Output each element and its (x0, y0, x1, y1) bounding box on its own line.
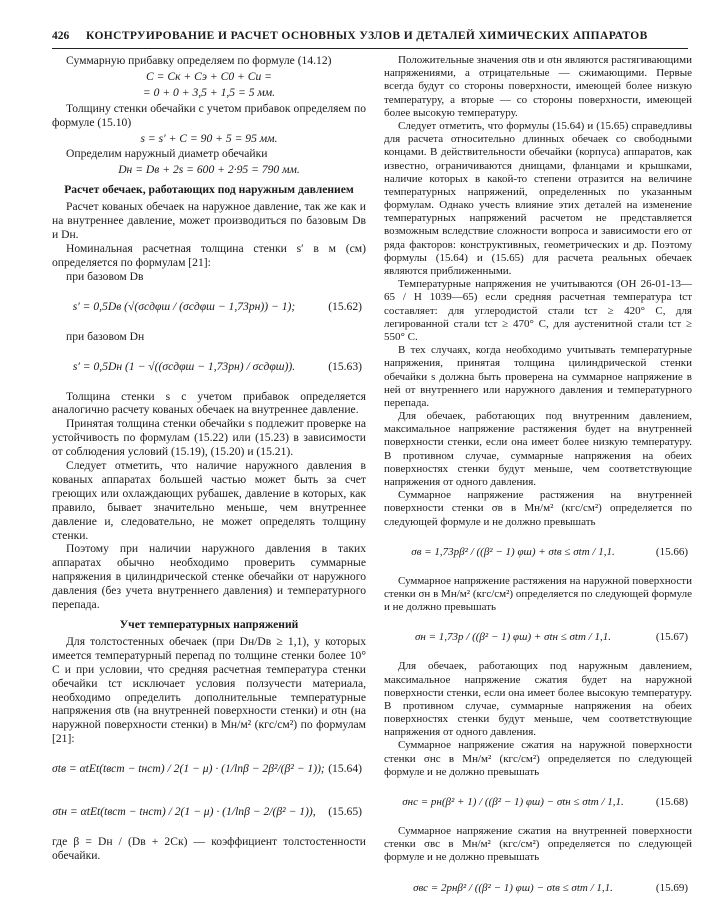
equation: C = Cк + Cэ + C0 + Cи = (146, 69, 272, 83)
paragraph: Расчет кованых обечаек на наружное давление, так же как и на внутреннее давление, может производиться по базовым Dв и Dн. (52, 200, 366, 241)
paragraph: Следует отметить, что формулы (15.64) и (15.65) справедливы для расчета относительно длинных обечаек со свободными концами. В действительности обечайки (корпуса) аппаратов, как известно, ограничиваются днищами, фланцами и крышками, наличие которых в какой-то степени отразится на величине температурных напряжений, определенных по указанным формулам. Однако учесть влияние этих деталей на изменение температурных напряжений расчетом не представляется возможным вследствие сложности вопроса и зависимости его от ряда факторов: конструктивных, геометрических и др. Поэтому формулы (15.64) и (15.65) для расчета реальных обечаек являются приближенными. (384, 119, 692, 277)
paragraph: Для толстостенных обечаек (при Dн/Dв ≥ 1,1), у которых имеется температурный перепад по толщине стенки более 10° C и при условии, что средняя расчетная температура стенки обечайки tст исключает условия ползучести материала, необходимо определить дополнительные температурные напряжения σtв (на внутренней поверхности стенки) и σtн (на наружной поверхности стенки) в Мн/м² (кгс/см²) по формулам [21]: (52, 634, 366, 746)
equation-body: s′ = 0,5Dв (√(σсдφш / (σсдφш − 1,73pн)) − 1); (72, 299, 296, 313)
numbered-equation (384, 868, 692, 908)
left-column (52, 54, 366, 863)
paragraph: Определим наружный диаметр обечайки (66, 147, 268, 161)
running-header (52, 30, 688, 49)
equation-number: (15.69) (655, 881, 688, 894)
equation-body: σвс = 2pнβ² / ((β² − 1) φш) − σtв ≤ σtт / 1,1. (413, 881, 613, 894)
paragraph: Суммарное напряжение сжатия на наружной поверхности стенки σнс в Мн/м² (кгс/см²) определяется по следующей формуле и не должно превышать (384, 739, 692, 778)
paragraph: Для обечаек, работающих под наружным давлением, максимальное напряжение сжатия будет на наружной поверхности стенки, если она имеет более высокую температуру. В противном случае, суммарные напряжения на обеих поверхностях стенки будут меньше, чем соответствующие напряжения от одного давления. (384, 660, 692, 739)
paragraph: Суммарное напряжение растяжения на внутренней поверхности стенки σв в Мн/м² (кгс/см²) определяется по следующей формуле и не должно превышать (384, 489, 692, 528)
equation-number: (15.68) (655, 796, 688, 808)
equation: s = s′ + C = 90 + 5 = 95 мм. (140, 131, 278, 145)
section-heading: Расчет обечаек, работающих под наружным давлением (64, 183, 354, 197)
equation: Dн = Dв + 2s = 600 + 2·95 = 790 мм. (118, 163, 300, 177)
paragraph: Температурные напряжения не учитываются (ОН 26-01-13—65 / Н 1039—65) если средняя расчетная температура tст составляет: для углеродистой стали tст ≥ 420° C, для легированной стали tст ≥ 470° C, для аустенитной стали tст ≥ 550° C. (384, 278, 692, 343)
paragraph: Принятая толщина стенки обечайки s подлежит проверке на устойчивость по формулам (15.22) или (15.23) в зависимости от соблюдения условий (15.19), (15.20) и (15.21). (52, 417, 366, 459)
numbered-equation (52, 749, 366, 789)
paragraph: Положительные значения σtв и σtн являются растягивающими напряжениями, а отрицательные — сжимающими. Первые всегда будут со стороны поверхности, имеющей более низкую температуру, а вторые — со стороны поверхности, имеющей более высокую температуру. (384, 54, 692, 119)
equation-number: (15.65) (328, 805, 362, 819)
paragraph: Толщина стенки s с учетом прибавок определяется аналогично расчету кованых обечаек на внутреннее давление. (52, 389, 366, 417)
paragraph: Следует отметить, что наличие наружного давления в кованых аппаратах большей частью может быть за счет греющих или охлаждающих рубашек, давление в которых, как правило, бывает значительно меньше, чем внутреннее давление и, следовательно, не может определять толщину стенки. (52, 459, 366, 542)
equation-number: (15.64) (328, 762, 362, 776)
paragraph: Суммарную прибавку определяем по формуле (14.12) (66, 54, 332, 67)
numbered-equation (384, 782, 692, 822)
equation-body: σtв = αtEt(tвст − tнст) / 2(1 − μ) · (1/lnβ − 2β²/(β² − 1)); (52, 762, 325, 776)
paragraph: при базовом Dв (66, 269, 144, 283)
equation-body: σн = 1,73p / ((β² − 1) φш) + σtн ≤ σtт / 1,1. (415, 631, 611, 644)
equation-body: s′ = 0,5Dн (1 − √((σсдφш − 1,73pн) / σсдφш)). (72, 359, 296, 373)
numbered-equation (384, 532, 692, 572)
numbered-equation (52, 792, 366, 832)
paragraph: Поэтому при наличии наружного давления в таких аппаратах обычно необходимо проверить суммарные напряжения в цилиндрической стенке обечайки от наружного давления (без учета внутреннего давления) и температурного перепада. (52, 542, 366, 612)
equation-number: (15.63) (328, 359, 362, 373)
page-number: 426 (52, 30, 70, 42)
paragraph: Номинальная расчетная толщина стенки s′ в м (см) определяется по формулам [21]: (52, 241, 366, 269)
numbered-equation (52, 347, 366, 387)
paragraph: Суммарное напряжение сжатия на внутренней поверхности стенки σвс в Мн/м² (кгс/см²) определяется по следующей формуле и не должно превышать (384, 825, 692, 864)
right-column (384, 54, 692, 911)
paragraph: Для обечаек, работающих под внутренним давлением, максимальное напряжение растяжения будет на внутренней поверхности стенки, если она имеет более низкую температуру. В противном случае, суммарные напряжения на обеих поверхностях стенки будут меньше, чем соответствующие напряжения от одного давления. (384, 410, 692, 488)
equation-number: (15.66) (655, 545, 688, 558)
equation-body: σнс = pн(β² + 1) / ((β² − 1) φш) − σtн ≤ σtт / 1,1. (402, 796, 624, 808)
paragraph: при базовом Dн (66, 329, 145, 343)
paragraph: где β = Dн / (Dв + 2Cк) — коэффициент толстостенности обечайки. (52, 835, 366, 863)
equation-body: σв = 1,73pβ² / ((β² − 1) φш) + σtв ≤ σtт / 1,1. (411, 545, 615, 558)
paragraph: Толщину стенки обечайки с учетом прибавок определяем по формуле (15.10) (52, 101, 366, 129)
section-heading: Учет температурных напряжений (119, 618, 299, 631)
paragraph: Суммарное напряжение растяжения на наружной поверхности стенки σн в Мн/м² (кгс/см²) определяется по следующей формуле и не должно превышать (384, 574, 692, 614)
numbered-equation (384, 617, 692, 657)
paragraph: В тех случаях, когда необходимо учитывать температурные напряжения, принятая толщина цилиндрической стенки обечайки s должна быть проверена на суммарное напряжение в ней от внутреннего или наружного давления и температурного перепада. (384, 344, 692, 409)
equation-body: σtн = αtEt(tвст − tнст) / 2(1 − μ) · (1/lnβ − 2/(β² − 1)), (52, 805, 316, 819)
numbered-equation (52, 287, 366, 327)
equation-number: (15.62) (328, 299, 362, 313)
equation: = 0 + 0 + 3,5 + 1,5 = 5 мм. (142, 85, 276, 99)
running-title: КОНСТРУИРОВАНИЕ И РАСЧЕТ ОСНОВНЫХ УЗЛОВ И ДЕТАЛЕЙ ХИМИЧЕСКИХ АППАРАТОВ (86, 30, 648, 42)
equation-number: (15.67) (655, 631, 688, 644)
